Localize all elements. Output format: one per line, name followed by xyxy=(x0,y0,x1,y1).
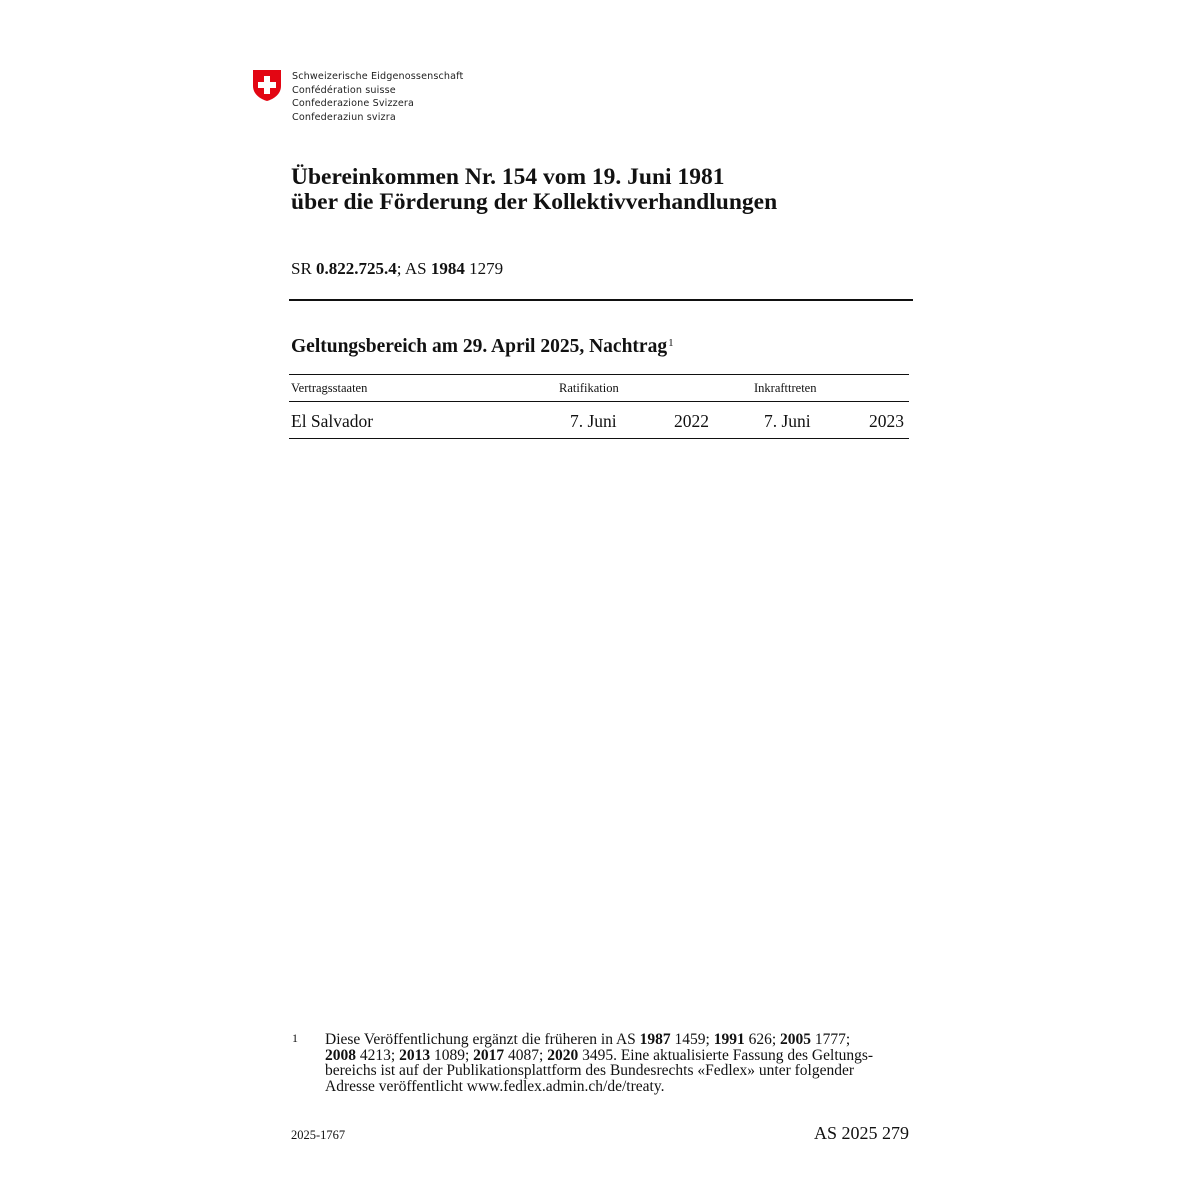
swiss-cross-shield-icon xyxy=(252,69,282,102)
reference-line xyxy=(291,259,503,279)
footnote-text xyxy=(325,1032,915,1094)
footnote-year: 2017 xyxy=(473,1046,505,1064)
footnote-year: 2020 xyxy=(547,1046,579,1064)
footnote-year: 2005 xyxy=(780,1031,812,1048)
agency-line-it: Confederazione Svizzera xyxy=(292,98,415,110)
footnote-line-3: bereichs ist auf der Publikationsplattform des Bundesrechts «Fedlex» unter folgender xyxy=(325,1062,855,1079)
sr-number: 0.822.725.4 xyxy=(316,259,397,278)
footnote-text-run: 626; xyxy=(744,1031,781,1048)
footnote-text-run: 1777; xyxy=(811,1031,851,1048)
as-reference: AS 2025 279 xyxy=(813,1123,909,1143)
footnote-year: 2013 xyxy=(399,1046,431,1064)
cell-entry-date: 7. Juni xyxy=(764,411,811,431)
column-header-ratification: Ratifikation xyxy=(559,381,619,395)
ref-separator: ; xyxy=(396,259,402,278)
agency-line-de: Schweizerische Eidgenossenschaft xyxy=(292,71,464,82)
agency-line-fr: Confédération suisse xyxy=(292,84,396,96)
table-header-row xyxy=(289,375,909,401)
footnote-number: 1 xyxy=(292,1031,298,1045)
cell-ratification-year: 2022 xyxy=(674,411,709,431)
footnote-text-run: 1459; xyxy=(670,1031,714,1048)
as-page: 1279 xyxy=(469,259,504,278)
footnote-text-run: Diese Veröffentlichung ergänzt die früheren in AS xyxy=(325,1031,640,1048)
title-line-1: Übereinkommen Nr. 154 vom 19. Juni 1981 xyxy=(291,164,725,190)
footnote-reference[interactable]: 1 xyxy=(668,337,674,349)
footnote-text-run: 4213; xyxy=(356,1046,400,1064)
section-heading-text: Geltungsbereich am 29. April 2025, Nachtrag xyxy=(291,336,668,357)
document-title xyxy=(291,165,777,214)
table-bottom-rule xyxy=(289,438,909,439)
section-heading xyxy=(291,336,674,358)
footnote-text-run: 3495. Eine aktualisierte Fassung des Geltungs- xyxy=(578,1046,874,1064)
footnote-line-2 xyxy=(325,1048,915,1064)
scope-table xyxy=(289,374,909,439)
as-label: AS xyxy=(404,259,427,278)
title-line-2: über die Förderung der Kollektivverhandlungen xyxy=(291,188,778,215)
footnote-line-4: Adresse veröffentlicht www.fedlex.admin.ch/de/treaty. xyxy=(325,1077,665,1095)
column-header-entry-into-force: Inkrafttreten xyxy=(754,381,817,395)
document-id: 2025-1767 xyxy=(291,1128,346,1142)
footnote-line-1 xyxy=(325,1032,915,1048)
footnote-year: 1991 xyxy=(713,1031,745,1048)
header-divider xyxy=(289,299,913,301)
agency-line-rm: Confederaziun svizra xyxy=(292,111,396,123)
agency-name-block xyxy=(292,70,463,124)
footnote-text-run: 1089; xyxy=(430,1046,474,1064)
cell-ratification-date: 7. Juni xyxy=(570,411,617,431)
column-header-states: Vertragsstaaten xyxy=(291,381,368,395)
table-row xyxy=(289,402,909,438)
cell-state: El Salvador xyxy=(291,411,374,431)
cell-entry-year: 2023 xyxy=(869,411,904,431)
sr-label: SR xyxy=(291,259,312,278)
footnote-year: 2008 xyxy=(325,1046,356,1064)
footnote-year: 1987 xyxy=(639,1031,671,1048)
as-year: 1984 xyxy=(430,259,465,278)
footnote-text-run: 4087; xyxy=(504,1046,548,1064)
